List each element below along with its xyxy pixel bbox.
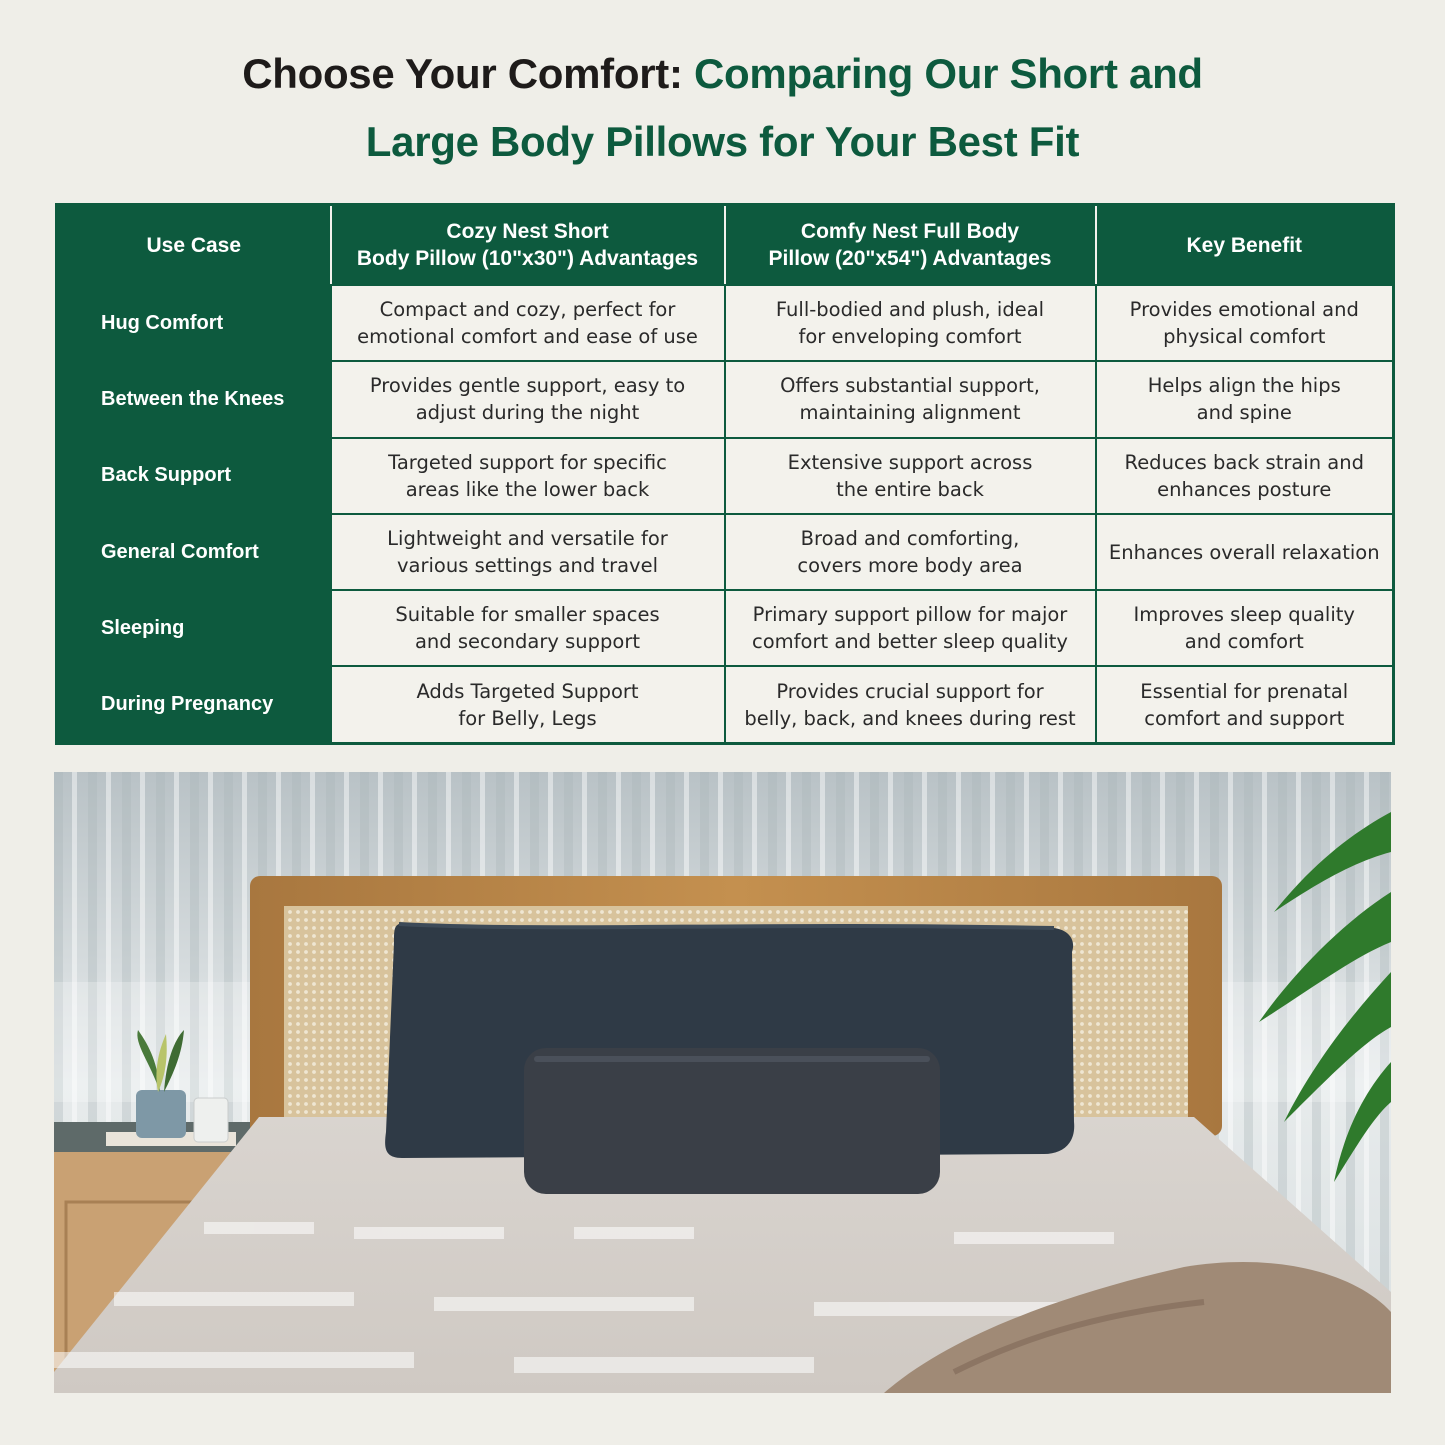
header-short-pillow: Cozy Nest Short Body Pillow (10"x30") Advantages — [331, 205, 725, 286]
title-line-1 — [0, 40, 1445, 108]
table-row — [57, 590, 1394, 666]
full-pillow-cell: Primary support pillow for major comfort and better sleep quality — [725, 590, 1096, 666]
header-key-benefit: Key Benefit — [1096, 205, 1394, 286]
short-body-pillow — [524, 1048, 940, 1194]
page-title — [0, 40, 1445, 176]
benefit-cell: Improves sleep quality and comfort — [1096, 590, 1394, 666]
row-label: Hug Comfort — [57, 285, 331, 361]
table-row — [57, 438, 1394, 514]
short-pillow-cell: Adds Targeted Support for Belly, Legs — [331, 666, 725, 743]
benefit-cell: Helps align the hips and spine — [1096, 361, 1394, 437]
row-label: Sleeping — [57, 590, 331, 666]
table-row — [57, 666, 1394, 743]
header-use-case: Use Case — [57, 205, 331, 286]
full-pillow-cell: Extensive support across the entire back — [725, 438, 1096, 514]
title-highlight: Comparing Our Short and — [694, 50, 1203, 97]
benefit-cell: Enhances overall relaxation — [1096, 514, 1394, 590]
short-pillow-cell: Compact and cozy, perfect for emotional comfort and ease of use — [331, 285, 725, 361]
short-pillow-cell: Targeted support for specific areas like the lower back — [331, 438, 725, 514]
short-pillow-cell: Lightweight and versatile for various settings and travel — [331, 514, 725, 590]
short-pillow-cell: Suitable for smaller spaces and secondary support — [331, 590, 725, 666]
benefit-cell: Reduces back strain and enhances posture — [1096, 438, 1394, 514]
row-label: Back Support — [57, 438, 331, 514]
bedroom-illustration — [54, 772, 1391, 1393]
plant-pot — [136, 1090, 186, 1138]
title-lead: Choose Your Comfort: — [242, 50, 683, 97]
table-header-row — [57, 205, 1394, 286]
short-pillow-cell: Provides gentle support, easy to adjust during the night — [331, 361, 725, 437]
full-pillow-cell: Provides crucial support for belly, back, and knees during rest — [725, 666, 1096, 743]
row-label: Between the Knees — [57, 361, 331, 437]
table-row — [57, 285, 1394, 361]
header-full-pillow: Comfy Nest Full Body Pillow (20"x54") Advantages — [725, 205, 1096, 286]
full-pillow-cell: Full-bodied and plush, ideal for enveloping comfort — [725, 285, 1096, 361]
benefit-cell: Essential for prenatal comfort and support — [1096, 666, 1394, 743]
title-line-2: Large Body Pillows for Your Best Fit — [365, 118, 1080, 165]
comparison-table — [55, 203, 1395, 745]
bedroom-photo — [54, 772, 1391, 1393]
full-pillow-cell: Broad and comforting, covers more body area — [725, 514, 1096, 590]
row-label: During Pregnancy — [57, 666, 331, 743]
table-row — [57, 514, 1394, 590]
row-label: General Comfort — [57, 514, 331, 590]
benefit-cell: Provides emotional and physical comfort — [1096, 285, 1394, 361]
full-pillow-cell: Offers substantial support, maintaining alignment — [725, 361, 1096, 437]
table-row — [57, 361, 1394, 437]
candle — [194, 1098, 228, 1142]
